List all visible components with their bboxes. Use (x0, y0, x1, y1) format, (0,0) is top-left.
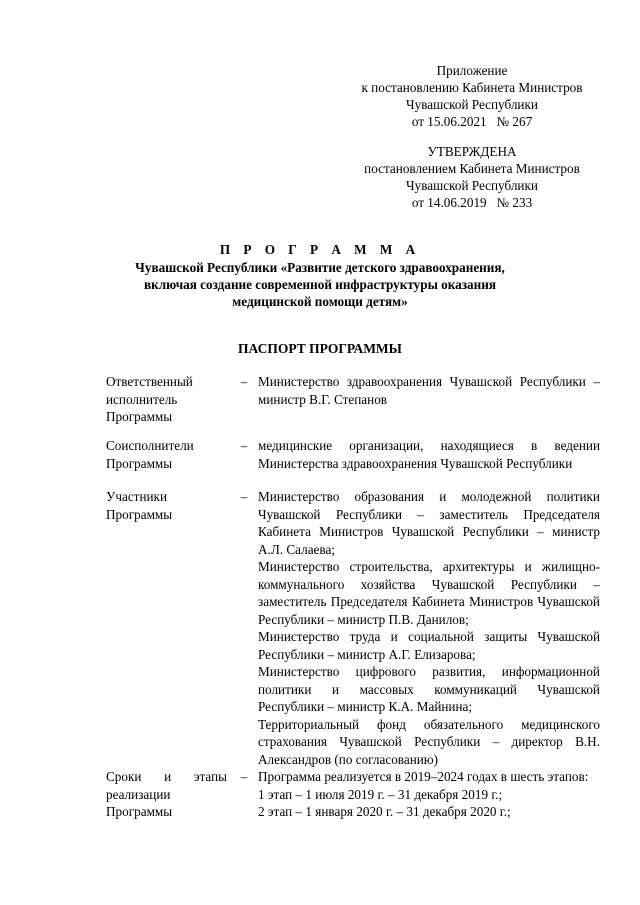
row-value-paragraph: Программа реализуется в 2019–2024 годах в шесть этапов: (258, 769, 589, 784)
row-label: Соисполнители Программы (106, 438, 194, 471)
appendix-line: к постановлению Кабинета Министров (361, 80, 583, 95)
row-value-paragraph: Территориальный фонд обязательного медицинского страхования Чувашской Республики – директор В.Н. Александров (по согласованию) (258, 716, 600, 767)
row-value (258, 768, 600, 821)
approval-stamp-block (352, 143, 592, 211)
row-value (258, 373, 600, 408)
appendix-line: Чувашской Республики (406, 97, 538, 112)
row-value (258, 437, 600, 472)
row-value-paragraph: медицинские организации, находящиеся в ведении Министерства здравоохранения Чувашской Республики (258, 438, 600, 471)
row-value-paragraph: Министерство цифрового развития, информационной политики и массовых коммуникаций Чувашской Республики – министр К.А. Майнина; (258, 664, 600, 714)
approved-line: УТВЕРЖДЕНА (427, 144, 517, 159)
row-label: Сроки и этапы реализации Программы (106, 769, 227, 819)
passport-heading: ПАСПОРТ ПРОГРАММЫ (238, 341, 402, 356)
approved-line: от 14.06.2019 № 233 (411, 195, 533, 210)
row-label: Ответственный исполнитель Программы (106, 374, 193, 424)
row-value (258, 488, 600, 768)
row-dash: – (240, 769, 248, 784)
program-title-block (100, 241, 540, 310)
row-value-paragraph: 1 этап – 1 июля 2019 г. – 31 декабря 2019 г.; (258, 786, 503, 802)
row-value-paragraph: Министерство образования и молодежной политики Чувашской Республики – заместитель Председателя Кабинета Министров Чувашской Республики – министр А.Л. Салаева; (258, 489, 600, 557)
appendix-block (352, 62, 592, 130)
appendix-line: Приложение (436, 63, 508, 78)
row-value-paragraph: Министерство строительства, архитектуры и жилищно-коммунального хозяйства Чувашской Республики – заместитель Председателя Кабинета Министров Чувашской Республики – министр П.В. Данилов; (258, 559, 600, 627)
row-dash: – (240, 438, 248, 453)
approved-line: Чувашской Республики (406, 178, 538, 193)
row-dash: – (240, 374, 248, 389)
row-value-paragraph: Министерство труда и социальной защиты Чувашской Республики – министр А.Г. Елизарова; (258, 629, 600, 662)
row-dash: – (240, 489, 248, 504)
row-value-paragraph: 2 этап – 1 января 2020 г. – 31 декабря 2020 г.; (258, 804, 511, 819)
program-title-line: включая создание современной инфраструктуры оказания (144, 277, 496, 292)
appendix-line: от 15.06.2021 № 267 (411, 114, 533, 129)
program-title-line: медицинской помощи детям» (232, 294, 408, 309)
program-title-line: Чувашской Республики «Развитие детского здравоохранения, (135, 260, 505, 275)
row-label: Участники Программы (106, 489, 173, 522)
program-label: П Р О Г Р А М М А (219, 242, 421, 257)
approved-line: постановлением Кабинета Министров (364, 161, 580, 176)
row-value-paragraph: Министерство здравоохранения Чувашской Республики – министр В.Г. Степанов (258, 374, 600, 407)
